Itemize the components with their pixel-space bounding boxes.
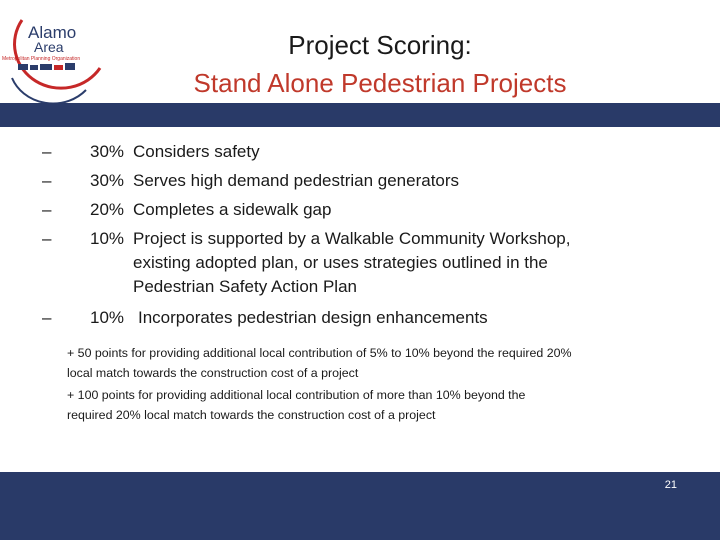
bonus-note-100 (67, 386, 687, 425)
bullet-dash: – (42, 229, 52, 248)
bonus-note-50 (67, 344, 687, 383)
bonus-points-notes (67, 344, 687, 428)
list-item (42, 308, 682, 337)
list-item (42, 229, 682, 308)
page-number: 21 (664, 479, 677, 491)
bonus-note-50-line2: local match towards the construction cost of a project (67, 365, 359, 380)
criterion-text: Incorporates pedestrian design enhancements (138, 308, 488, 327)
criterion-percent: 10% (90, 229, 125, 248)
scoring-criteria-list (42, 142, 682, 337)
alamo-area-mpo-logo (0, 8, 108, 104)
top-divider-bar (0, 103, 720, 127)
bullet-dash: – (42, 142, 52, 161)
criterion-text-line1: Project is supported by a Walkable Community Workshop, (133, 229, 571, 248)
logo-text-mpo: Metropolitan Planning Organization (2, 56, 81, 62)
criterion-text-line2: existing adopted plan, or uses strategies outlined in the (133, 253, 548, 272)
list-item (42, 200, 682, 229)
criterion-percent: 20% (90, 200, 125, 219)
criterion-text: Considers safety (133, 142, 260, 161)
bonus-note-100-line2: required 20% local match towards the construction cost of a project (67, 407, 436, 422)
list-item (42, 142, 682, 171)
criterion-text (133, 227, 570, 299)
criterion-text: Serves high demand pedestrian generators (133, 171, 460, 190)
slide-title-line2: Stand Alone Pedestrian Projects (193, 68, 567, 98)
bullet-dash: – (42, 200, 52, 219)
list-item (42, 171, 682, 200)
bullet-dash: – (42, 308, 52, 327)
criterion-percent: 30% (90, 142, 125, 161)
criterion-text: Completes a sidewalk gap (133, 200, 332, 219)
criterion-percent: 30% (90, 171, 125, 190)
criterion-text-line3: Pedestrian Safety Action Plan (133, 277, 357, 296)
logo-text-area: Area (34, 39, 64, 55)
bonus-note-100-line1: + 100 points for providing additional local contribution of more than 10% beyond the (67, 388, 526, 402)
bullet-dash: – (42, 171, 52, 190)
bonus-note-50-line1: + 50 points for providing additional local contribution of 5% to 10% beyond the required 20% (67, 346, 572, 360)
footer-bar (0, 472, 720, 540)
criterion-percent: 10% (90, 308, 125, 327)
logo-text-alamo: Alamo (28, 23, 77, 42)
slide-title-line1: Project Scoring: (288, 30, 472, 60)
